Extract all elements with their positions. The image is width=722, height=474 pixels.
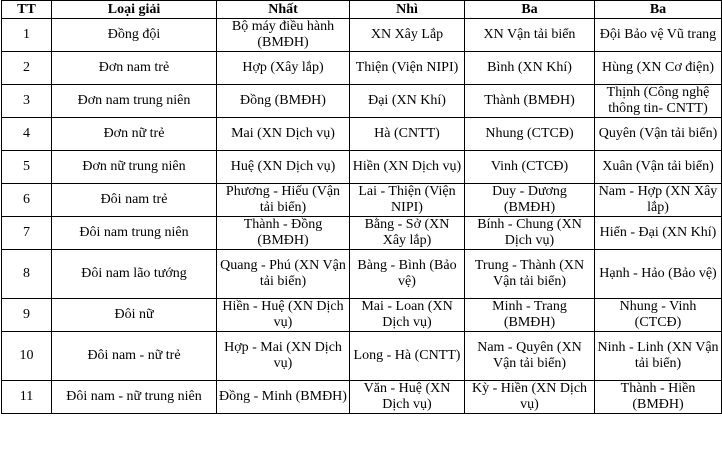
first-prize: Thành - Đồng (BMĐH): [217, 217, 350, 250]
third-prize-b: Hạnh - Hảo (Bảo vệ): [595, 250, 722, 299]
table-row: [2, 85, 722, 118]
third-prize-a: Nhung (CTCĐ): [465, 118, 595, 151]
first-prize: Quang - Phú (XN Vận tải biển): [217, 250, 350, 299]
row-number: 2: [2, 52, 52, 85]
third-prize-b: Nhung - Vinh (CTCĐ): [595, 299, 722, 332]
row-number: 9: [2, 299, 52, 332]
table-row: [2, 217, 722, 250]
row-number: 3: [2, 85, 52, 118]
third-prize-a: Kỳ - Hiền (XN Dịch vụ): [465, 381, 595, 414]
award-category: Đơn nữ trung niên: [52, 151, 217, 184]
second-prize: Đại (XN Khí): [350, 85, 465, 118]
second-prize: Hà (CNTT): [350, 118, 465, 151]
third-prize-a: Vinh (CTCĐ): [465, 151, 595, 184]
first-prize: Hợp - Mai (XN Dịch vụ): [217, 332, 350, 381]
award-category: Đơn nam trung niên: [52, 85, 217, 118]
row-number: 11: [2, 381, 52, 414]
table-row: [2, 118, 722, 151]
award-category: Đôi nam trẻ: [52, 184, 217, 217]
row-number: 5: [2, 151, 52, 184]
first-prize: Đồng (BMĐH): [217, 85, 350, 118]
table-row: [2, 151, 722, 184]
first-prize: Bộ máy điều hành (BMĐH): [217, 19, 350, 52]
third-prize-a: Trung - Thành (XN Vận tải biển): [465, 250, 595, 299]
row-number: 6: [2, 184, 52, 217]
award-category: Đôi nữ: [52, 299, 217, 332]
second-prize: Hiền (XN Dịch vụ): [350, 151, 465, 184]
third-prize-a: Minh - Trang (BMĐH): [465, 299, 595, 332]
third-prize-b: Quyên (Vận tải biển): [595, 118, 722, 151]
third-prize-b: Đội Bảo vệ Vũ trang: [595, 19, 722, 52]
first-prize: Phương - Hiếu (Vận tải biển): [217, 184, 350, 217]
table-row: [2, 250, 722, 299]
second-prize: Bàng - Bình (Bảo vệ): [350, 250, 465, 299]
second-prize: Văn - Huệ (XN Dịch vụ): [350, 381, 465, 414]
third-prize-b: Thành - Hiền (BMĐH): [595, 381, 722, 414]
second-prize: Lai - Thiện (Viện NIPI): [350, 184, 465, 217]
third-prize-b: Nam - Hợp (XN Xây lắp): [595, 184, 722, 217]
first-prize: Đồng - Minh (BMĐH): [217, 381, 350, 414]
award-category: Đơn nữ trẻ: [52, 118, 217, 151]
table-row: [2, 381, 722, 414]
second-prize: Bằng - Sở (XN Xây lắp): [350, 217, 465, 250]
table-row: [2, 332, 722, 381]
award-category: Đơn nam trẻ: [52, 52, 217, 85]
third-prize-b: Thịnh (Công nghệ thông tin- CNTT): [595, 85, 722, 118]
first-prize: Mai (XN Dịch vụ): [217, 118, 350, 151]
header-tt: TT: [2, 1, 52, 19]
second-prize: Thiện (Viện NIPI): [350, 52, 465, 85]
header-first: Nhất: [217, 1, 350, 19]
first-prize: Hiền - Huệ (XN Dịch vụ): [217, 299, 350, 332]
table-row: [2, 19, 722, 52]
third-prize-b: Ninh - Linh (XN Vận tải biển): [595, 332, 722, 381]
first-prize: Huệ (XN Dịch vụ): [217, 151, 350, 184]
row-number: 7: [2, 217, 52, 250]
table-row: [2, 184, 722, 217]
award-category: Đôi nam - nữ trung niên: [52, 381, 217, 414]
table-row: [2, 52, 722, 85]
third-prize-b: Hiển - Đại (XN Khí): [595, 217, 722, 250]
award-category: Đôi nam lão tướng: [52, 250, 217, 299]
second-prize: Long - Hà (CNTT): [350, 332, 465, 381]
header-second: Nhì: [350, 1, 465, 19]
table-row: [2, 299, 722, 332]
row-number: 8: [2, 250, 52, 299]
third-prize-a: Bình (XN Khí): [465, 52, 595, 85]
first-prize: Hợp (Xây lắp): [217, 52, 350, 85]
third-prize-a: Duy - Dương (BMĐH): [465, 184, 595, 217]
third-prize-a: Nam - Quyên (XN Vận tải biển): [465, 332, 595, 381]
awards-table: [1, 0, 722, 414]
third-prize-a: XN Vận tải biển: [465, 19, 595, 52]
header-third-b: Ba: [595, 1, 722, 19]
row-number: 4: [2, 118, 52, 151]
second-prize: XN Xây Lắp: [350, 19, 465, 52]
header-row: [2, 1, 722, 19]
header-category: Loại giải: [52, 1, 217, 19]
third-prize-a: Bính - Chung (XN Dịch vụ): [465, 217, 595, 250]
third-prize-b: Xuân (Vận tải biển): [595, 151, 722, 184]
row-number: 1: [2, 19, 52, 52]
header-third-a: Ba: [465, 1, 595, 19]
third-prize-a: Thành (BMĐH): [465, 85, 595, 118]
award-category: Đôi nam trung niên: [52, 217, 217, 250]
award-category: Đồng đội: [52, 19, 217, 52]
second-prize: Mai - Loan (XN Dịch vụ): [350, 299, 465, 332]
row-number: 10: [2, 332, 52, 381]
third-prize-b: Hùng (XN Cơ điện): [595, 52, 722, 85]
award-category: Đôi nam - nữ trẻ: [52, 332, 217, 381]
